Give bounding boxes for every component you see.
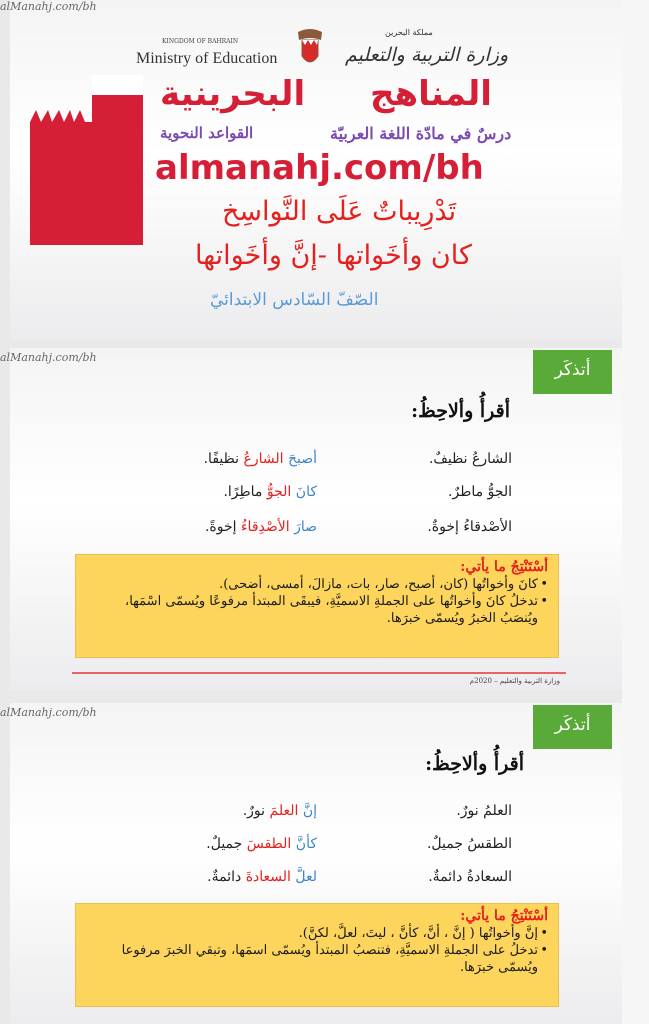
conclusion-bullet: • تدخلُ كانَ وأخواتُها على الجملةِ الاسميَّةِ، فيبقَى المبتدأ مرفوعًا ويُسمّى اسْمَها، ويُنصَبُ الخبرُ ويُسمّى خبرَها. bbox=[84, 593, 548, 627]
transformed-sentence bbox=[206, 836, 317, 852]
slide-title bbox=[0, 0, 622, 340]
verb: كانَ bbox=[295, 484, 317, 500]
plain-sentence: الأصْدقاءُ إخوةٌ. bbox=[427, 519, 512, 535]
plain-sentence: الجوُّ ماطرٌ. bbox=[448, 484, 512, 500]
subject: الطقسَ bbox=[246, 836, 292, 852]
lesson-title: تَدْرِيباتٌ عَلَى النَّواسِخ bbox=[222, 196, 457, 227]
predicate: إخوةً. bbox=[204, 519, 237, 535]
verb: أصبحَ bbox=[287, 451, 317, 467]
conclusion-bullet: • كانَ وأخواتُها (كان، أصبح، صار، بات، مازالَ، أمسى، أضحى). bbox=[84, 576, 548, 593]
ministry-ar: وزارة التربية والتعليم bbox=[345, 44, 509, 66]
grade-label: الصّفّ السّادس الابتدائيّ bbox=[210, 290, 379, 310]
kingdom-ar: مملكة البحرين bbox=[385, 28, 433, 37]
plain-sentence: العلمُ نورٌ. bbox=[456, 803, 512, 819]
conclusion-box bbox=[75, 554, 559, 658]
remember-badge: أتذكَر bbox=[533, 705, 612, 749]
bahrain-emblem-icon bbox=[295, 26, 325, 70]
transformed-sentence bbox=[223, 484, 317, 500]
overlay-url: almanahj.com/bh bbox=[155, 148, 484, 188]
conclusion-title: أسْتَنْتِجُ ما يأتي: bbox=[460, 559, 548, 575]
footer-divider bbox=[72, 672, 566, 674]
transformed-sentence bbox=[204, 451, 317, 467]
conclusion-bullet: • إنَّ وأخواتُها ( إنَّ ، أنَّ، كأنَّ ، ليتَ، لعلَّ، لكنَّ). bbox=[84, 925, 548, 942]
right-margin bbox=[622, 0, 649, 1024]
plain-sentence: الشارعُ نظيفٌ. bbox=[428, 451, 512, 467]
slide-inna-sisters bbox=[0, 703, 622, 1024]
predicate: نورٌ. bbox=[242, 803, 266, 819]
kingdom-en: KINGDOM OF BAHRAIN bbox=[162, 38, 239, 45]
ministry-en: Ministry of Education bbox=[136, 50, 278, 67]
particle: إنَّ bbox=[302, 803, 317, 819]
subject: العلمَ bbox=[269, 803, 299, 819]
predicate: ماطِرًا. bbox=[223, 484, 263, 500]
plain-sentence: السعادةُ دائمةٌ. bbox=[428, 869, 512, 885]
particle: كأنَّ bbox=[295, 836, 317, 852]
subject: الشارعُ bbox=[243, 451, 284, 467]
overlay-bahrainiya: البحرينية bbox=[160, 74, 306, 114]
watermark: alManahj.com/bh bbox=[0, 0, 97, 13]
conclusion-title: أسْتَنْتِجُ ما يأتي: bbox=[460, 908, 548, 924]
plain-sentence: الطقسُ جميلٌ. bbox=[426, 836, 512, 852]
conclusion-bullet: • تدخلُ على الجملةِ الاسميَّةِ، فتنصبُ المبتدأ ويُسمّى اسمَها، وتبقي الخبرَ مرفوعا ويُسمّى خبرَها. bbox=[84, 942, 548, 976]
verb: صارَ bbox=[294, 519, 317, 535]
branch-label: القواعد النحوية bbox=[160, 124, 254, 142]
subject: الأصْدِقاءُ bbox=[240, 519, 290, 535]
watermark: alManahj.com/bh bbox=[0, 706, 97, 719]
overlay-almanahj: المناهج bbox=[370, 74, 492, 114]
read-observe-heading: أقرأُ وألاحِظُ: bbox=[425, 753, 524, 775]
read-observe-heading: أقرأُ وألاحِظُ: bbox=[411, 400, 510, 422]
lesson-subtitle: كان وأخَواتها -إنَّ وأخَواتها bbox=[195, 240, 472, 271]
transformed-sentence bbox=[205, 519, 317, 535]
predicate: جميلٌ. bbox=[206, 836, 243, 852]
transformed-sentence bbox=[243, 803, 317, 819]
footer-text: وزارة التربية والتعليم – 2020م bbox=[469, 677, 560, 685]
subject: السعادةَ bbox=[245, 869, 291, 885]
bahrain-flag-logo bbox=[30, 75, 143, 245]
predicate: دائمةٌ. bbox=[207, 869, 242, 885]
remember-badge: أتذكَر bbox=[533, 350, 612, 394]
subject-label: درسٌ في مادّة اللغة العربيّة bbox=[330, 124, 512, 143]
transformed-sentence bbox=[207, 869, 317, 885]
watermark: alManahj.com/bh bbox=[0, 351, 97, 364]
subject: الجوُّ bbox=[266, 484, 292, 500]
predicate: نظيفًا. bbox=[203, 451, 240, 467]
particle: لعلَّ bbox=[295, 869, 317, 885]
conclusion-box bbox=[75, 903, 559, 1007]
slide-kana-sisters bbox=[0, 348, 622, 690]
